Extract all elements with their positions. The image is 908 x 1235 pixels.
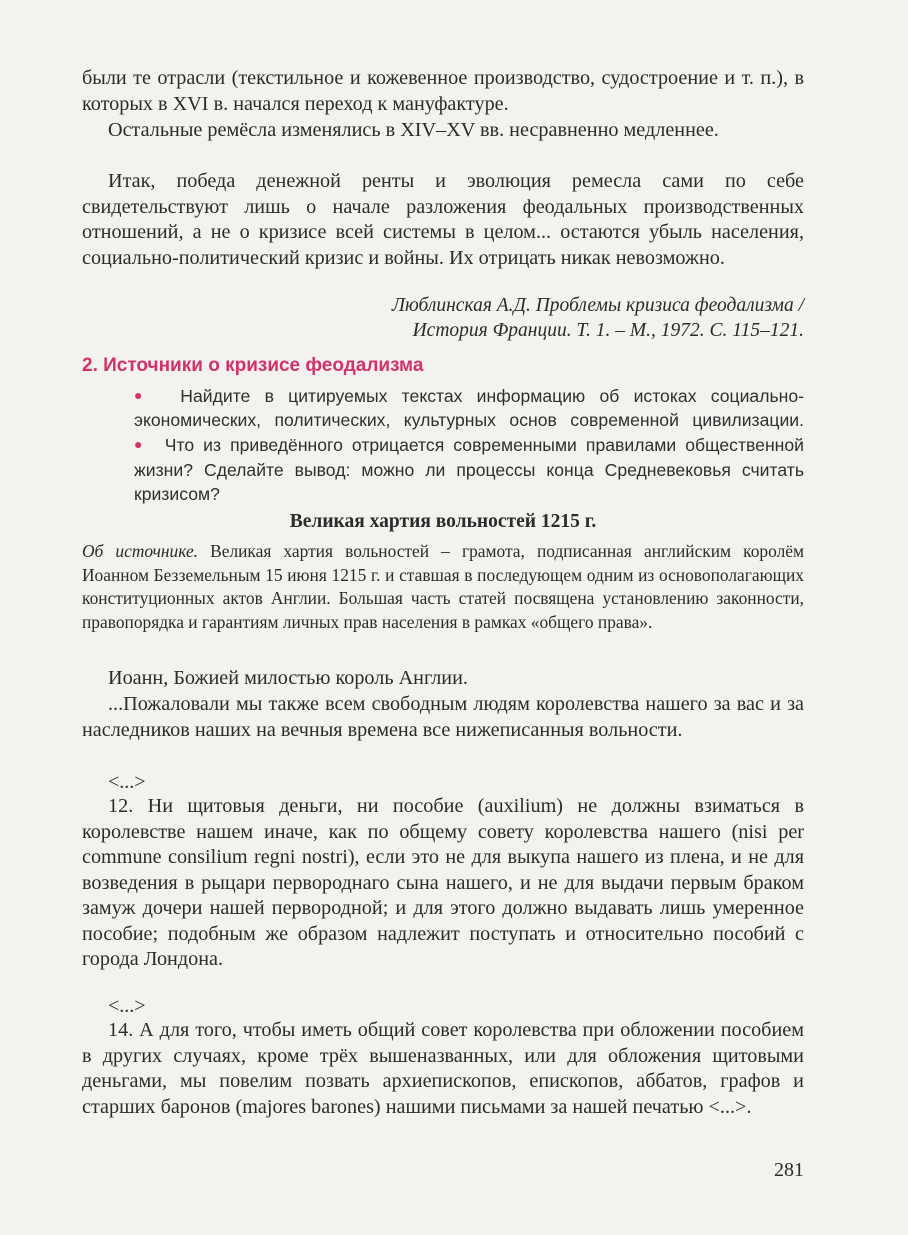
about-source bbox=[82, 540, 804, 634]
page-number: 281 bbox=[774, 1159, 804, 1181]
document-opening: Иоанн, Божией милостью король Англии. bbox=[108, 667, 468, 689]
about-text: Великая хартия вольностей – грамота, подписанная английским королём Иоанном Безземельным 15 июня 1215 г. и ставшая в последующем одним из основополагающих конституционных актов Англии. Большая часть статей посвящена установлению законности, правопорядка и гарантиям личных прав населения в рамках «общего права». bbox=[82, 541, 804, 632]
task-text-2: Что из приведённого отрицается современными правилами общественной жизни? Сделайте вывод: можно ли процессы конца Средневековья считать кризисом? bbox=[134, 435, 804, 504]
task-text-1: Найдите в цитируемых текстах информацию об истоках социально-экономических, политических, культурных основ современной цивилизации. bbox=[134, 386, 805, 431]
document-grant: ...Пожаловали мы также всем свободным людям королевства нашего за вас и за наследников наших на вечныя времена все нижеписанныя вольности. bbox=[82, 693, 804, 741]
citation-source: История Франции. Т. 1. – М., 1972. С. 115–121. bbox=[412, 320, 804, 341]
omission-mark: <...> bbox=[108, 771, 146, 793]
article-14: 14. А для того, чтобы иметь общий совет королевства при обложении пособием в других случаях, кроме трёх вышеназванных, или для обложения щитовыми деньгами, мы повелим позвать архиепископов, епископов, аббатов, графов и старших баронов (majores barones) нашими письмами за нашей печатью <...>. bbox=[82, 1019, 804, 1118]
paragraph-top-continuation: были те отрасли (текстильное и кожевенное производство, судостроение и т. п.), в которых в XVI в. начался переход к мануфактуре. bbox=[82, 67, 804, 115]
task-block bbox=[134, 383, 804, 506]
document-title: Великая хартия вольностей 1215 г. bbox=[289, 511, 597, 532]
paragraph-crafts: Остальные ремёсла изменялись в XIV–XV вв. несравненно медленнее. bbox=[108, 119, 719, 141]
section-heading: 2. Источники о кризисе феодализма bbox=[82, 355, 424, 376]
article-12: 12. Ни щитовыя деньги, ни пособие (auxilium) не должны взиматься в королевстве нашем иначе, как по общему совету королевства нашего (nisi per commune consilium regni nostri), если это не для выкупа нашего из плена, и не для возведения в рыцари первороднаго сына нашего, и не для выдачи первым браком замуж дочери нашей первородной; и для этого должно выдавать лишь умеренное пособие; подобным же образом надлежит поступать и относительно пособий с города Лондона. bbox=[82, 795, 804, 970]
omission-mark: <...> bbox=[108, 995, 146, 1017]
citation-author-title: Люблинская А.Д. Проблемы кризиса феодализма / bbox=[391, 295, 804, 316]
paragraph-conclusion: Итак, победа денежной ренты и эволюция ремесла сами по себе свидетельствуют лишь о начале разложения феодальных производственных отношений, а не о кризисе всей системы в целом... остаются убыль населения, социально-политический кризис и войны. Их отрицать никак невозможно. bbox=[82, 170, 804, 269]
about-label: Об источнике. bbox=[82, 541, 199, 561]
bullet-icon: ● bbox=[134, 387, 152, 403]
bullet-icon: ● bbox=[134, 436, 147, 453]
